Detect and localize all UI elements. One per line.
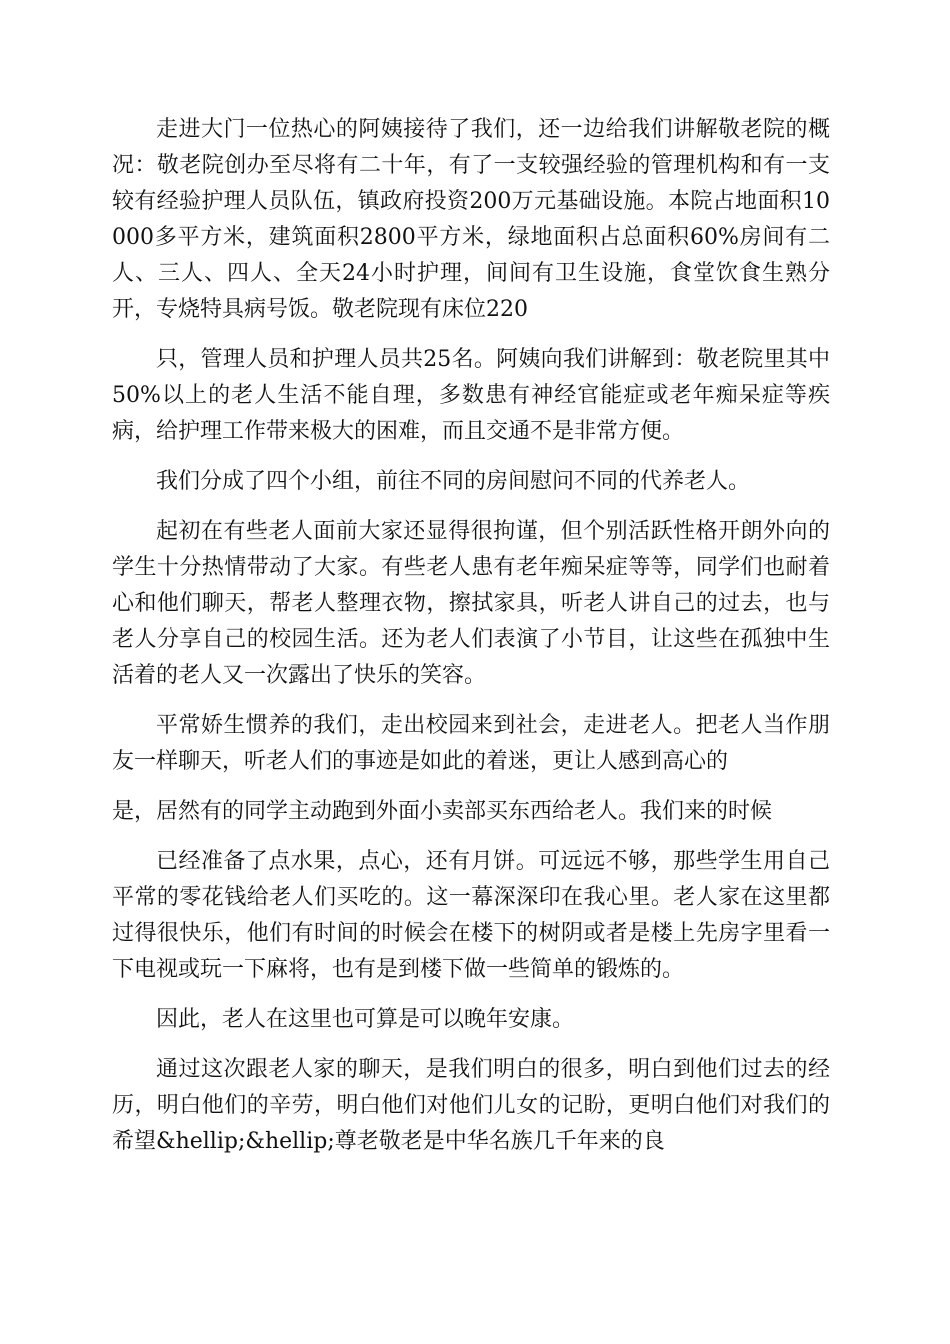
paragraph-8: 因此，老人在这里也可算是可以晚年安康。 — [156, 1007, 575, 1032]
paragraph-5: 平常娇生惯养的我们，走出校园来到社会，走进老人。把老人当作朋友一样聊天，听老人们的事迹是如此的着迷，更让人感到高心的 — [112, 713, 830, 774]
document-body — [112, 112, 830, 1174]
paragraph-4: 起初在有些老人面前大家还显得很拘谨，但个别活跃性格开朗外向的学生十分热情带动了大家。有些老人患有老年痴呆症等等，同学们也耐着心和他们聊天，帮老人整理衣物，擦拭家具，听老人讲自己的过去，也与老人分享自己的校园生活。还为老人们表演了小节目，让这些在孤独中生活着的老人又一次露出了快乐的笑容。 — [112, 519, 830, 688]
paragraph-1: 走进大门一位热心的阿姨接待了我们，还一边给我们讲解敬老院的概况：敬老院创办至尽将有二十年，有了一支较强经验的管理机构和有一支较有经验护理人员队伍，镇政府投资200万元基础设施。本院占地面积10000多平方米，建筑面积2800平方米，绿地面积占总面积60%房间有二人、三人、四人、全天24小时护理，间间有卫生设施，食堂饮食生熟分开，专烧特具病号饭。敬老院现有床位220 — [112, 117, 830, 322]
paragraph-2: 只，管理人员和护理人员共25名。阿姨向我们讲解到：敬老院里其中50%以上的老人生活不能自理，多数患有神经官能症或老年痴呆症等疾病，给护理工作带来极大的困难，而且交通不是非常方便。 — [112, 347, 830, 444]
paragraph-7: 已经准备了点水果，点心，还有月饼。可远远不够，那些学生用自己平常的零花钱给老人们买吃的。这一幕深深印在我心里。老人家在这里都过得很快乐，他们有时间的时候会在楼下的树阴或者是楼上先房字里看一下电视或玩一下麻将，也有是到楼下做一些简单的锻炼的。 — [112, 849, 830, 982]
paragraph-3: 我们分成了四个小组，前往不同的房间慰问不同的代养老人。 — [156, 469, 751, 494]
paragraph-6: 是，居然有的同学主动跑到外面小卖部买东西给老人。我们来的时候 — [112, 799, 773, 824]
paragraph-9: 通过这次跟老人家的聊天，是我们明白的很多，明白到他们过去的经历，明白他们的辛劳，明白他们对他们儿女的记盼，更明白他们对我们的希望&hellip;&hellip;尊老敬老是中华名族几千年来的良 — [112, 1057, 830, 1154]
